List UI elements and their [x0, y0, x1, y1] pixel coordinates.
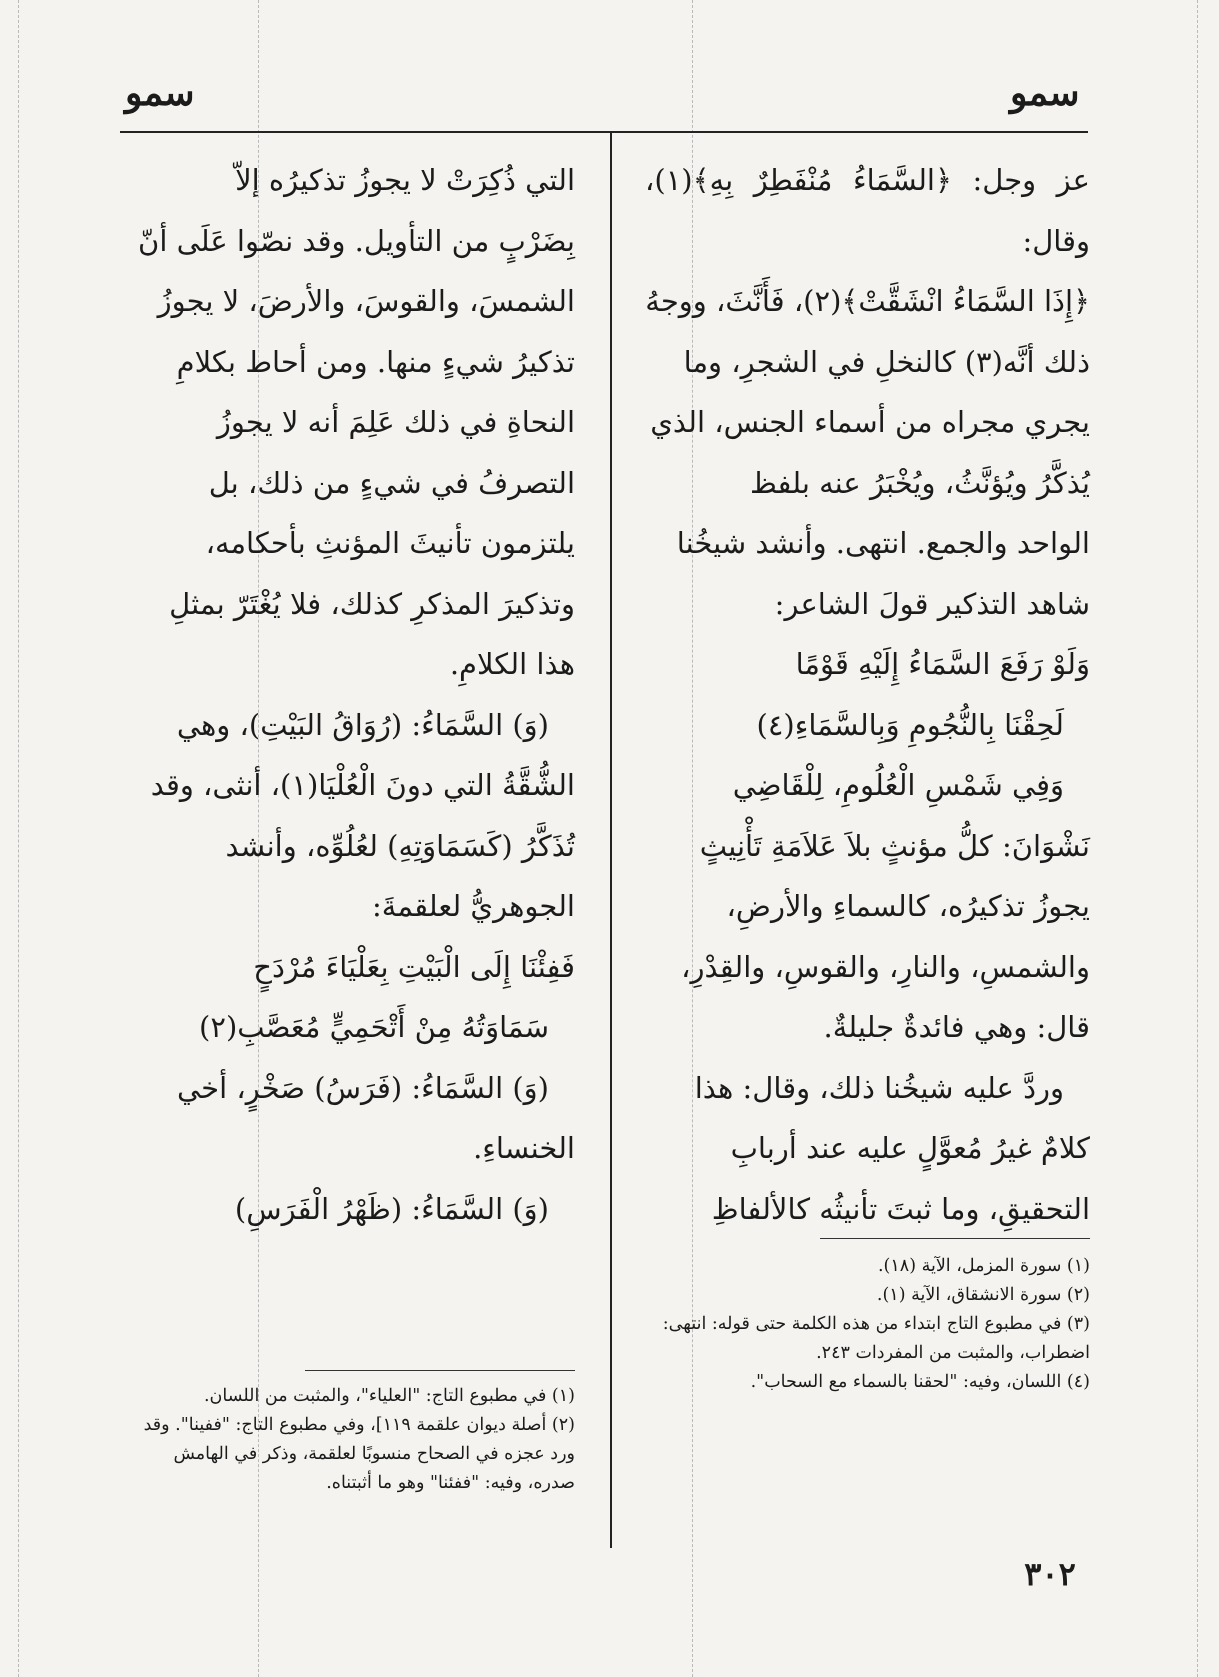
text-line: ﴿إِذَا السَّمَاءُ انْشَقَّتْ﴾(٢)، فَأَنَّثَ، ووجهُ — [645, 284, 1090, 318]
right-column-footnotes — [645, 1252, 1090, 1397]
footnote: (١) سورة المزمل، الآية (١٨). — [877, 1256, 1090, 1276]
text-line: عز وجل: ﴿السَّمَاءُ مُنْفَطِرٌ بِهِ﴾(١)، وقال: — [645, 163, 1090, 258]
text-line: ذلك أنَّه(٣) كالنخلِ في الشجرِ، وما — [683, 344, 1090, 379]
column-divider — [610, 133, 612, 1548]
text-line: الجوهريُّ لعلقمةَ: — [372, 889, 575, 923]
text-line: التصرفُ في شيءٍ من ذلك، بل — [208, 465, 575, 500]
text-line: الشُّقَّةُ التي دونَ الْعُلْيَا(١)، أنثى، وقد — [150, 768, 575, 802]
footnote: (٢) سورة الانشقاق، الآية (١). — [876, 1285, 1090, 1305]
text-line: الشمسَ، والقوسَ، والأرضَ، لا يجوزُ — [157, 284, 575, 318]
scan-guide-line — [18, 0, 19, 1677]
text-line: تذكيرُ شيءٍ منها. ومن أحاط بكلامِ — [176, 344, 575, 379]
text-line: يجري مجراه من أسماء الجنس، الذي — [650, 405, 1090, 439]
text-line: بِضَرْبٍ من التأويل. وقد نصّوا عَلَى أنّ — [138, 223, 575, 258]
text-line: وردَّ عليه شيخُنا ذلك، وقال: هذا — [694, 1070, 1064, 1105]
left-column-text — [130, 150, 575, 1239]
text-line: هذا الكلامِ. — [449, 647, 575, 681]
text-line: وتذكيرَ المذكرِ كذلك، فلا يُغْتَرّ بمثلِ — [169, 586, 575, 621]
running-header-left: سمو — [125, 72, 195, 114]
text-line: تُذَكَّرُ (كَسَمَاوَتِهِ) لعُلُوِّه، وأنشد — [225, 828, 575, 863]
text-line: يُذكَّرُ ويُؤنَّثُ، ويُخْبَرُ عنه بلفظ — [750, 465, 1090, 500]
text-line: كلامٌ غيرُ مُعوَّلٍ عليه عند أربابِ — [730, 1131, 1090, 1165]
text-line: يجوزُ تذكيرُه، كالسماءِ والأرضِ، — [726, 889, 1090, 923]
header-rule — [120, 131, 1088, 133]
text-line: النحاةِ في ذلك عَلِمَ أنه لا يجوزُ — [216, 405, 575, 439]
text-line: قال: وهي فائدةٌ جليلةٌ. — [823, 1010, 1090, 1044]
text-line: الواحد والجمع. انتهى. وأنشد شيخُنا — [676, 526, 1090, 560]
footnote-rule — [820, 1238, 1090, 1239]
footnote: (٤) اللسان، وفيه: "لحقنا بالسماء مع السحاب". — [750, 1372, 1090, 1392]
running-header-right: سمو — [1010, 72, 1080, 114]
text-line: نَشْوَانَ: كلُّ مؤنثٍ بلاَ عَلاَمَةِ تَأْنِيثٍ — [699, 828, 1090, 863]
left-column-footnotes — [130, 1382, 575, 1498]
verse-line: وَلَوْ رَفَعَ السَّمَاءُ إِلَيْهِ قَوْمًا — [795, 647, 1090, 681]
text-line: التي ذُكِرَتْ لا يجوزُ تذكيرُه إلاّ — [235, 163, 575, 197]
verse-line: سَمَاوَتُهُ مِنْ أَتْحَمِيٍّ مُعَصَّبِ(٢) — [199, 1010, 549, 1044]
text-line: الخنساءِ. — [473, 1131, 575, 1165]
text-line: والشمسِ، والنارِ، والقوسِ، والقِدْرِ، — [681, 949, 1090, 984]
text-line: وَفِي شَمْسِ الْعُلُومِ، لِلْقَاضِي — [732, 768, 1064, 802]
page-number: ٣٠٢ — [1024, 1555, 1076, 1593]
right-column-text — [645, 150, 1090, 1239]
scan-guide-line — [1197, 0, 1198, 1677]
text-line: يلتزمون تأنيثَ المؤنثِ بأحكامه، — [205, 526, 575, 560]
verse-line: لَحِقْنَا بِالنُّجُومِ وَبِالسَّمَاءِ(٤) — [756, 707, 1064, 742]
footnote: (٣) في مطبوع التاج ابتداء من هذه الكلمة حتى قوله: انتهى: اضطراب، والمثبت من المفردات ٢٤٣. — [662, 1314, 1090, 1363]
footnote-rule — [305, 1370, 575, 1371]
verse-line: فَفِئْنَا إِلَى الْبَيْتِ بِعَلْيَاءَ مُرْدَحٍ — [253, 949, 575, 984]
text-line: شاهد التذكير قولَ الشاعر: — [774, 586, 1090, 621]
footnote: (٢) أصلة ديوان علقمة ١١٩]، وفي مطبوع التاج: "ففينا". وقد ورد عجزه في الصحاح منسوبًا لعلقمة، وذكر في الهامش صدره، وفيه: "ففئنا" وهو ما أثبتناه. — [143, 1415, 575, 1493]
text-line: (وَ) السَّمَاءُ: (فَرَسُ) صَخْرٍ، أخي — [176, 1070, 549, 1105]
footnote: (١) في مطبوع التاج: "العلياء"، والمثبت من اللسان. — [203, 1386, 575, 1406]
text-line: التحقيقِ، وما ثبتَ تأنيثُه كالألفاظِ — [711, 1191, 1090, 1226]
text-line: (وَ) السَّمَاءُ: (رُوَاقُ البَيْتِ)، وهي — [176, 707, 549, 742]
text-line: (وَ) السَّمَاءُ: (ظَهْرُ الْفَرَسِ) — [234, 1191, 549, 1226]
